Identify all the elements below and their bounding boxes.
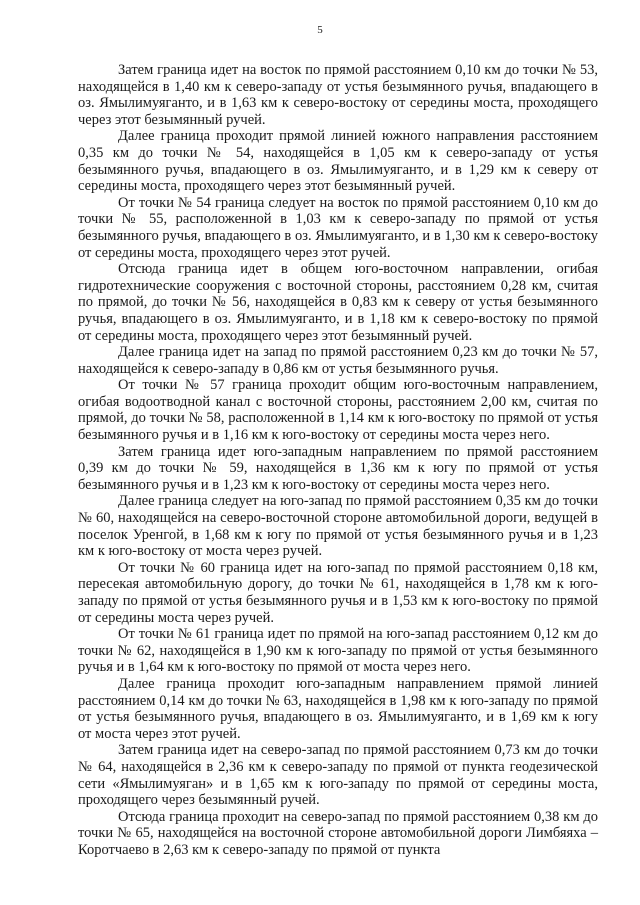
paragraph: Далее граница проходит прямой линией южного направления расстоянием 0,35 км до точки № 54, находящейся в 1,05 км к северо-западу от устья безымянного ручья, впадающего в оз. Ямылимуяганто, и в 1,29 км к северу от середины моста, проходящего через этот безымянный ручей. [78,128,598,195]
paragraph: Далее граница идет на запад по прямой расстоянием 0,23 км до точки № 57, находящейся к северо-западу в 0,86 км от устья безымянного ручья. [78,344,598,377]
paragraph: Затем граница идет на восток по прямой расстоянием 0,10 км до точки № 53, находящейся в 1,40 км к северо-западу от устья безымянного ручья, впадающего в оз. Ямылимуяганто, и в 1,63 км к северо-востоку от середины моста, проходящего через этот безымянный ручей. [78,62,598,128]
paragraph: Отсюда граница проходит на северо-запад по прямой расстоянием 0,38 км до точки № 65, находящейся на восточной стороне автомобильной дороги Лимбяяха – Коротчаево в 2,63 км к северо-западу по прямой от пункта [78,808,598,858]
paragraph: От точки № 60 граница идет на юго-запад по прямой расстоянием 0,18 км, пересекая автомобильную дорогу, до точки № 61, находящейся в 1,78 км к юго-западу по прямой от устья безымянного ручья и в 1,53 км к юго-востоку по прямой от середины моста через ручей. [78,559,598,626]
page-number: 5 [317,24,323,36]
paragraph: Затем граница идет юго-западным направлением по прямой расстоянием 0,39 км до точки № 59, находящейся в 1,36 км к югу по прямой от устья безымянного ручья и в 1,23 км к юго-востоку от середины моста через него. [78,443,598,493]
paragraph: Отсюда граница идет в общем юго-восточном направлении, огибая гидротехнические сооружения с восточной стороны, расстоянием 0,28 км, считая по прямой, до точки № 56, находящейся в 0,83 км к северу от устья безымянного ручья, впадающего в оз. Ямылимуяганто, и в 1,18 км к северо-востоку по прямой от середины моста, проходящего через этот безымянный ручей. [78,261,598,344]
paragraph: Далее граница проходит юго-западным направлением прямой линией расстоянием 0,14 км до точки № 63, находящейся в 1,98 км к юго-западу по прямой от устья безымянного ручья, впадающего в оз. Ямылимуяганто, и в 1,69 км к югу от моста через этот ручей. [78,675,598,742]
document-body [78,62,598,859]
paragraph: Далее граница следует на юго-запад по прямой расстоянием 0,35 км до точки № 60, находящейся на северо-восточной стороне автомобильной дороги, ведущей в поселок Уренгой, в 1,68 км к югу по прямой от устья безымянного ручья и в 1,23 км к юго-востоку от моста через ручей. [78,493,598,560]
paragraph: От точки № 61 граница идет по прямой на юго-запад расстоянием 0,12 км до точки № 62, находящейся в 1,90 км к юго-западу по прямой от устья безымянного ручья и в 1,64 км к юго-востоку по прямой от моста через него. [78,626,598,676]
paragraph: Затем граница идет на северо-запад по прямой расстоянием 0,73 км до точки № 64, находящейся в 2,36 км к северо-западу по прямой от пункта геодезической сети «Ямылимуяган» и в 1,65 км к юго-западу по прямой от середины моста, проходящего через безымянный ручей. [78,742,598,809]
paragraph: От точки № 57 граница проходит общим юго-восточным направлением, огибая водоотводной канал с восточной стороны, расстоянием 2,00 км, считая по прямой, до точки № 58, расположенной в 1,14 км к юго-востоку по прямой от устья безымянного ручья и в 1,16 км к юго-востоку от середины моста через него. [78,377,598,444]
paragraph: От точки № 54 граница следует на восток по прямой расстоянием 0,10 км до точки № 55, расположенной в 1,03 км к северо-западу по прямой от устья безымянного ручья, впадающего в оз. Ямылимуяганто, и в 1,30 км к северо-востоку от середины моста, проходящего через этот ручей. [78,194,598,261]
